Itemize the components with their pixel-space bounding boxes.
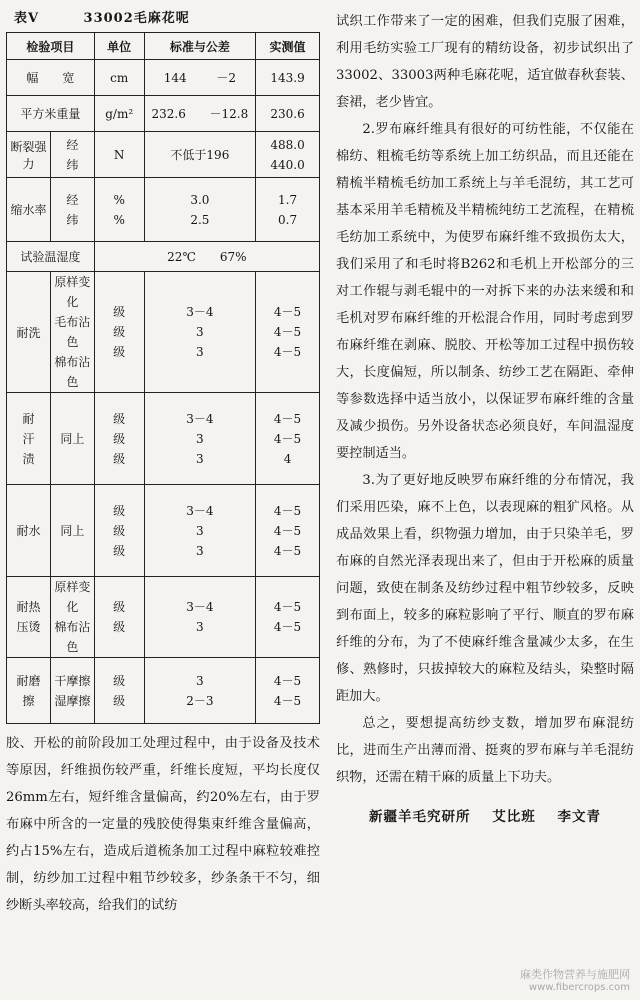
left-column [6, 6, 320, 919]
unit: 级 [113, 600, 126, 614]
measured: 4 [283, 451, 292, 466]
measured: 4－5 [273, 620, 302, 634]
std: 2－3 [186, 693, 214, 708]
std-cell [144, 577, 256, 658]
unit-weft: % [113, 212, 125, 227]
item-cell [50, 577, 94, 658]
right-column [336, 8, 634, 825]
table-row-shrink [7, 178, 320, 242]
measured: 4－5 [273, 503, 302, 518]
left-body-paragraph: 胶、开松的前阶段加工处理过程中，由于设备及技术等原因，纤维损伤较严重，纤维长度短，平均长度仅26mm左右，短纤维含量偏高，约20%左右，由于罗布麻中所含的一定量的残胶使得集束纤维含量偏高，约占15%左右，造成后道梳条加工过程中麻粒较难控制，纺纱加工过程中粗节纱较多，纱条条干不匀，细纱断头率较高，给我们的试纺 [6, 736, 320, 913]
std: 3 [196, 345, 204, 359]
measured-cell [256, 393, 320, 485]
condition-value: 22℃ 67% [94, 242, 319, 272]
std: 3－4 [186, 411, 214, 426]
sub-item: 原样变化 [54, 580, 91, 614]
unit: 级 [113, 345, 126, 359]
measured: 4－5 [273, 411, 302, 426]
measured: 4－5 [273, 523, 302, 538]
std: 3 [196, 325, 204, 339]
std-value: 232.6 [151, 107, 186, 121]
std-tolerance: －12.8 [209, 107, 249, 121]
sub-label-weft: 纬 [66, 157, 79, 172]
row-label [7, 658, 51, 724]
sub-label-warp: 经 [66, 192, 79, 207]
sub-label-warp: 经 [66, 137, 79, 152]
sub-labels [50, 132, 94, 178]
measured-cell [256, 178, 320, 242]
std-warp: 3.0 [190, 192, 210, 207]
sub-label-weft: 纬 [66, 212, 79, 227]
std-cell [144, 178, 256, 242]
table-header-row [7, 33, 320, 60]
table-row-water [7, 485, 320, 577]
measured-warp: 1.7 [278, 192, 298, 207]
table-row-strength [7, 132, 320, 178]
std: 3 [196, 523, 204, 538]
measured: 4－5 [273, 431, 302, 446]
std: 3－4 [186, 503, 214, 518]
header-unit: 单位 [94, 33, 144, 60]
institute: 新疆羊毛究研所 [369, 809, 471, 825]
measured: 4－5 [273, 325, 302, 339]
measured: 4－5 [273, 543, 302, 558]
paragraph-summary: 总之，要想提高纺纱支数，增加罗布麻混纺比，进而生产出薄而滑、挺爽的罗布麻与羊毛混纺织物，还需在精干麻的质量上下功夫。 [336, 716, 634, 785]
std-tolerance: －2 [216, 71, 236, 85]
row-label-text: 耐汗渍 [22, 411, 35, 466]
std-cell [144, 485, 256, 577]
row-label: 耐洗 [7, 272, 51, 393]
unit-cell: g/m² [94, 96, 144, 132]
spec-table [6, 32, 320, 724]
unit: 级 [113, 503, 126, 518]
table-row-test-condition [7, 242, 320, 272]
item-cell [50, 272, 94, 393]
table-row-sweat [7, 393, 320, 485]
std: 3－4 [186, 600, 214, 614]
row-label-text: 耐热压烫 [16, 600, 41, 634]
row-label: 试验温湿度 [7, 242, 95, 272]
unit-cell [94, 577, 144, 658]
measured: 4－5 [273, 673, 302, 688]
unit: 级 [113, 543, 126, 558]
measured-cell: 143.9 [256, 60, 320, 96]
sub-item: 毛布沾色 [54, 315, 91, 349]
table-row-wash [7, 272, 320, 393]
item-cell: 同上 [50, 485, 94, 577]
std-cell [144, 658, 256, 724]
row-label: 缩水率 [7, 178, 51, 242]
row-label: 平方米重量 [7, 96, 95, 132]
watermark-url: www.fibercrops.com [528, 982, 630, 993]
table-row-weight [7, 96, 320, 132]
author-name: 艾比班 [492, 809, 536, 825]
unit: 级 [113, 325, 126, 339]
std: 3 [196, 543, 204, 558]
std: 3 [196, 431, 204, 446]
sub-labels [50, 178, 94, 242]
table-row-width [7, 60, 320, 96]
unit-cell [94, 272, 144, 393]
unit: 级 [113, 673, 126, 688]
measured-cell [256, 485, 320, 577]
table-row-heat-press [7, 577, 320, 658]
unit-cell [94, 485, 144, 577]
std-value: 144 [163, 71, 187, 85]
watermark-title: 麻类作物营养与施肥网 [520, 968, 630, 981]
unit: 级 [113, 620, 126, 634]
sub-item: 原样变化 [54, 275, 91, 309]
sub-item: 棉布沾色 [54, 355, 91, 389]
measured: 4－5 [273, 345, 302, 359]
header-std: 标准与公差 [144, 33, 256, 60]
author-byline [336, 805, 634, 825]
unit-cell [94, 393, 144, 485]
row-label: 幅 宽 [7, 60, 95, 96]
row-label [7, 577, 51, 658]
row-label: 断裂强力 [7, 132, 51, 178]
measured-cell [256, 577, 320, 658]
std-weft: 2.5 [190, 212, 210, 227]
unit: 级 [113, 411, 126, 426]
row-label: 耐水 [7, 485, 51, 577]
unit: 级 [113, 693, 126, 708]
sub-item: 干摩擦 [54, 673, 91, 688]
std-cell [144, 393, 256, 485]
measured-cell [256, 272, 320, 393]
table-title: 33002毛麻花呢 [83, 11, 190, 26]
measured: 4－5 [273, 600, 302, 614]
std-cell [144, 272, 256, 393]
measured-weft: 440.0 [270, 157, 305, 172]
site-watermark [520, 968, 630, 994]
item-cell: 同上 [50, 393, 94, 485]
unit-cell [94, 658, 144, 724]
paragraph-point-2: 2.罗布麻纤维具有很好的可纺性能，不仅能在棉纺、粗梳毛纺等系统上加工纺织品，而且还能在精梳半精梳毛纺加工系统上与羊毛混纺，其工艺可基本采用羊毛精梳及半精梳纯纺工艺流程，在精梳毛纺加工系统中，为使罗布麻纤维不致损伤太大，我们采用了和毛时将B262和毛机上开松部分的三对工作辊与剥毛辊中的一对拆下来的办法来缓和和毛机对罗布麻纤维的开松混合作用，同时考虑到罗布麻纤维在剥麻、脱胶、开松等加工过程中损伤较大，长度偏短，所以制条、纺纱工艺在隔距、牵伸等参数选择中适当放小，以保证罗布麻纤维的含量及减少损伤。另外设备状态必须良好，车间温湿度要控制适当。 [336, 122, 634, 461]
measured-cell [256, 132, 320, 178]
row-label-text: 耐磨擦 [16, 673, 41, 708]
unit-warp: % [113, 192, 125, 207]
unit-cell [94, 178, 144, 242]
measured: 4－5 [273, 305, 302, 319]
table-caption [6, 6, 320, 32]
unit: 级 [113, 523, 126, 538]
unit: 级 [113, 305, 126, 319]
measured-warp: 488.0 [270, 137, 305, 152]
std-cell [144, 60, 256, 96]
unit-cell: N [94, 132, 144, 178]
row-label [7, 393, 51, 485]
paragraph-point-3: 3.为了更好地反映罗布麻纤维的分布情况，我们采用匹染，麻不上色，以表现麻的粗犷风格。从成品效果上看，织物强力增加，由于只染羊毛，罗布麻的自然光泽表现出来了，但由于开松麻的质量问题，致使在制条及纺纱过程中粗节纱较多，反映到布面上，较多的麻粒影响了平行、顺直的罗布麻纤维的分布，为了不使麻纤维含量减少太多，在生修、熟修时，只拔掉较大的麻粒及结头，染整时隔距加大。 [336, 473, 634, 704]
header-item: 检验项目 [7, 33, 95, 60]
author-name: 李文青 [557, 809, 601, 825]
paragraph-continued: 试织工作带来了一定的困难，但我们克服了困难，利用毛纺实验工厂现有的精纺设备，初步试织出了33002、33003两种毛麻花呢，适宜做春秋套装、套裙，老少皆宜。 [336, 14, 634, 110]
table-number: 表V [14, 11, 40, 26]
std-cell: 不低于196 [144, 132, 256, 178]
header-measured: 实测值 [256, 33, 320, 60]
measured-weft: 0.7 [278, 212, 298, 227]
std-cell [144, 96, 256, 132]
measured-cell: 230.6 [256, 96, 320, 132]
std: 3 [196, 620, 204, 634]
sub-item: 棉布沾色 [54, 620, 91, 654]
sub-item: 湿摩擦 [54, 693, 91, 708]
table-row-rub [7, 658, 320, 724]
unit: 级 [113, 431, 126, 446]
std: 3－4 [186, 305, 214, 319]
measured: 4－5 [273, 693, 302, 708]
std: 3 [196, 451, 204, 466]
std: 3 [196, 673, 204, 688]
item-cell [50, 658, 94, 724]
unit: 级 [113, 451, 126, 466]
unit-cell: cm [94, 60, 144, 96]
measured-cell [256, 658, 320, 724]
